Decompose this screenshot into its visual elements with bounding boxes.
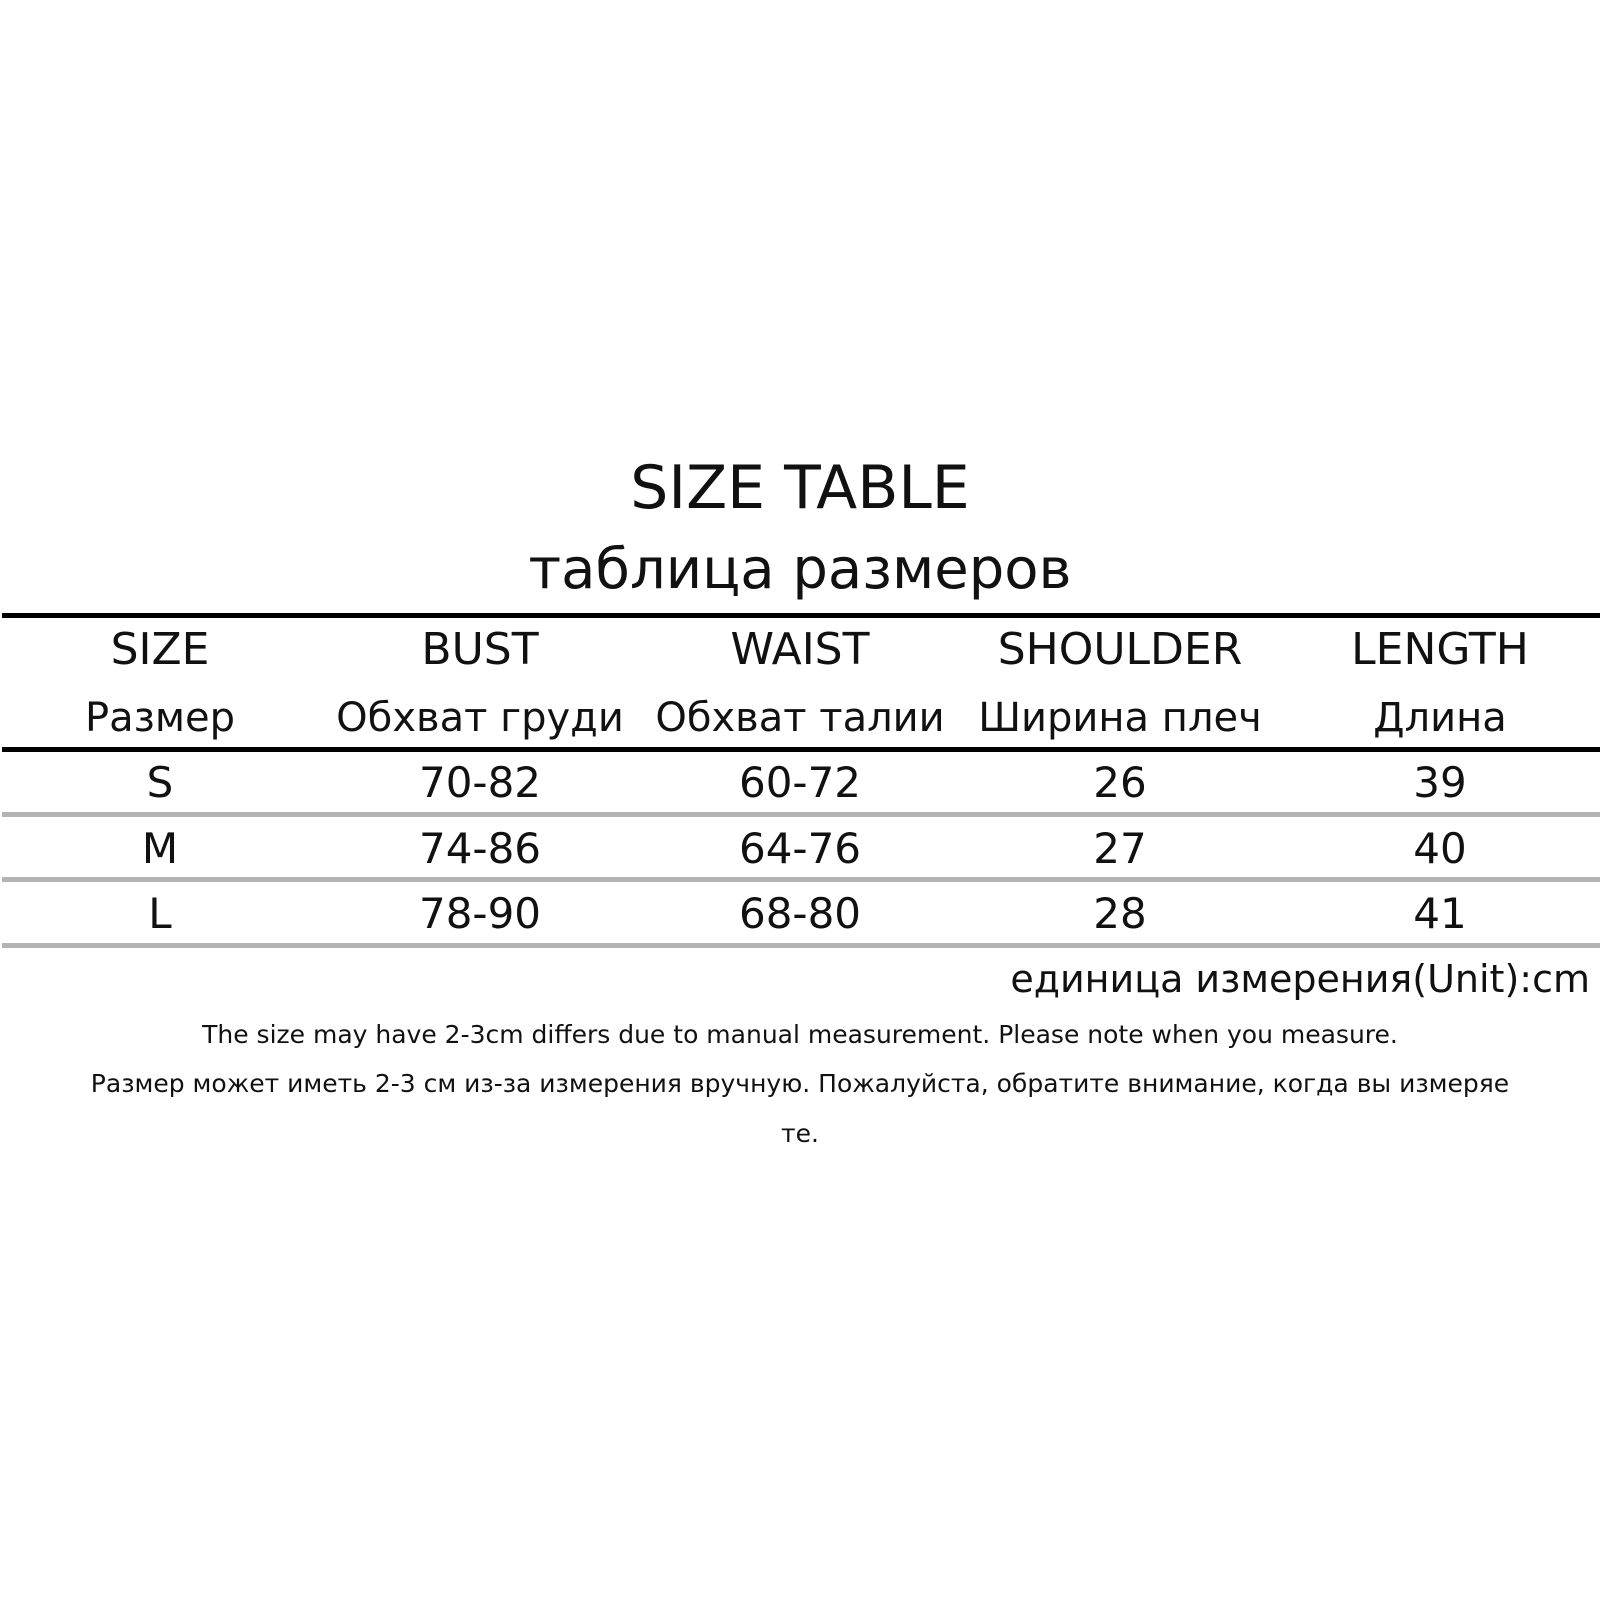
table-row xyxy=(0,758,1600,807)
measurement-note-ru: Размер может иметь 2-3 см из-за измерения вручную. Пожалуйста, обратите внимание, когда вы измеряе xyxy=(90,1069,1510,1098)
row-divider xyxy=(2,812,1600,817)
cell-bust: 78-90 xyxy=(418,889,542,938)
table-bottom-rule xyxy=(2,943,1600,948)
cell-bust: 74-86 xyxy=(418,824,542,873)
cell-size: L xyxy=(148,889,172,938)
cell-waist: 60-72 xyxy=(738,758,862,807)
cell-size: S xyxy=(146,758,174,807)
column-header-shoulder: SHOULDER xyxy=(997,624,1243,675)
table-top-rule xyxy=(2,613,1600,618)
column-header-size: SIZE xyxy=(110,624,210,675)
cell-length: 41 xyxy=(1413,889,1467,938)
header-bottom-rule xyxy=(2,747,1600,752)
column-header-bust-ru: Обхват груди xyxy=(336,695,624,741)
page-title: SIZE TABLE xyxy=(630,453,970,523)
unit-note: единица измерения(Unit):cm xyxy=(1010,957,1590,1001)
column-header-length-ru: Длина xyxy=(1373,695,1507,741)
cell-shoulder: 26 xyxy=(1093,758,1147,807)
column-header-shoulder-ru: Ширина плеч xyxy=(978,695,1262,741)
column-header-bust: BUST xyxy=(421,624,539,675)
column-header-size-ru: Размер xyxy=(84,695,236,741)
measurement-note-en: The size may have 2-3cm differs due to manual measurement. Please note when you measure. xyxy=(202,1020,1398,1049)
cell-waist: 64-76 xyxy=(738,824,862,873)
cell-length: 40 xyxy=(1413,824,1467,873)
column-header-length: LENGTH xyxy=(1351,624,1529,675)
cell-shoulder: 27 xyxy=(1093,824,1147,873)
measurement-note-ru-continued: те. xyxy=(781,1119,819,1148)
table-row xyxy=(0,824,1600,873)
table-header-row-en xyxy=(0,624,1600,675)
cell-length: 39 xyxy=(1413,758,1467,807)
cell-shoulder: 28 xyxy=(1093,889,1147,938)
column-header-waist-ru: Обхват талии xyxy=(655,695,945,741)
cell-waist: 68-80 xyxy=(738,889,862,938)
cell-size: M xyxy=(141,824,179,873)
row-divider xyxy=(2,877,1600,882)
page-subtitle: таблица размеров xyxy=(528,537,1072,602)
column-header-waist: WAIST xyxy=(730,624,870,675)
cell-bust: 70-82 xyxy=(418,758,542,807)
table-header-row-ru xyxy=(0,695,1600,741)
table-row xyxy=(0,889,1600,938)
